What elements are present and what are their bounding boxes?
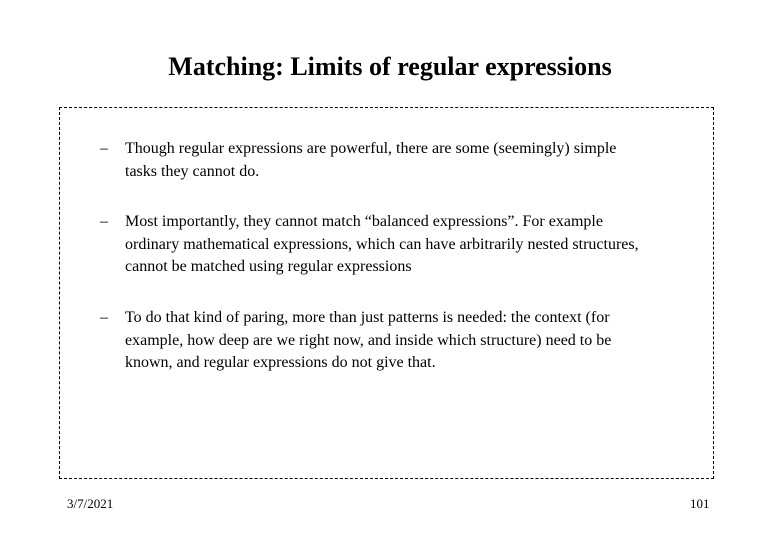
content-box (59, 107, 714, 479)
slide-title: Matching: Limits of regular expressions (168, 52, 612, 81)
bullet-dash: – (100, 140, 108, 157)
bullet-text: Though regular expressions are powerful, there are some (seemingly) simple tasks they cannot do. (125, 140, 617, 180)
bullet-text: To do that kind of paring, more than just patterns is needed: the context (for example, how deep are we right now, and inside which structure) need to be known, and regular expressions do not give that. (125, 309, 612, 371)
bullet-text: Most importantly, they cannot match “balanced expressions”. For example ordinary mathematical expressions, which can have arbitrarily nested structures, cannot be matched using regular expressions (125, 213, 639, 275)
bullet-dash: – (100, 309, 108, 326)
bullet-dash: – (100, 213, 108, 230)
page-number: 101 (690, 496, 710, 511)
footer-date: 3/7/2021 (67, 496, 114, 511)
